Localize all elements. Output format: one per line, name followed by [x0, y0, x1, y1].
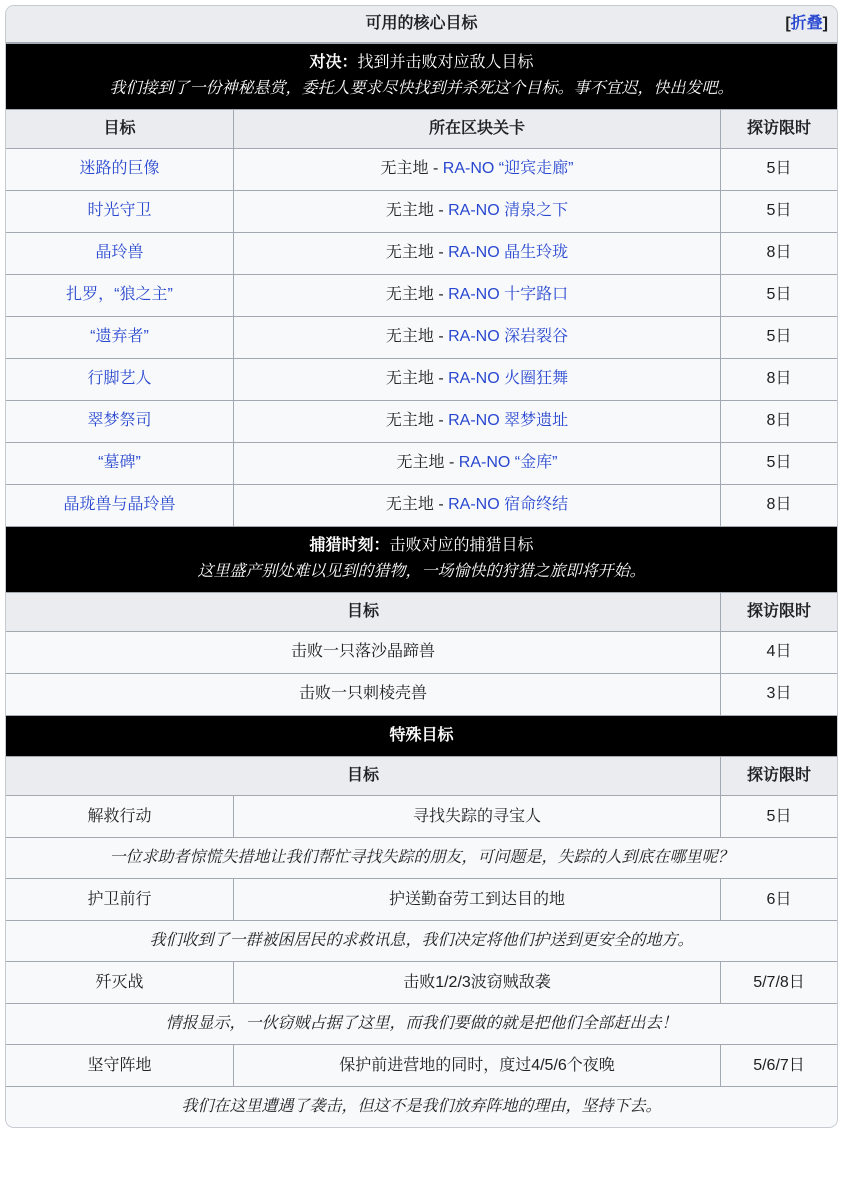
location-prefix: 无主地 - — [385, 202, 449, 220]
location-link[interactable]: RA-NO 宿命终结 — [448, 496, 569, 514]
table-row — [6, 233, 838, 275]
table-row — [6, 962, 838, 1004]
location-prefix: 无主地 - — [385, 328, 449, 346]
location-link[interactable]: RA-NO 十字路口 — [448, 286, 569, 304]
collapse-toggle[interactable] — [785, 13, 828, 35]
col-limit: 探访限时 — [721, 593, 838, 632]
special-task-cell: 护送勤奋劳工到达目的地 — [234, 879, 721, 921]
panel-header — [6, 6, 837, 43]
location-prefix: 无主地 - — [385, 412, 449, 430]
table-row — [6, 796, 838, 838]
hunt-header-row — [6, 593, 838, 632]
location-prefix: 无主地 - — [380, 160, 443, 178]
duel-banner-text: 找到并击败对应敌人目标 — [357, 54, 534, 71]
limit-cell: 5日 — [721, 149, 838, 191]
hunt-target-cell: 击败一只刺棱壳兽 — [6, 674, 721, 716]
panel-title: 可用的核心目标 — [365, 15, 478, 32]
special-task-cell: 保护前进营地的同时，度过4/5/6个夜晚 — [234, 1045, 721, 1087]
col-target: 目标 — [6, 110, 234, 149]
limit-cell: 5日 — [721, 191, 838, 233]
location-link[interactable]: RA-NO 深岩裂谷 — [448, 328, 569, 346]
table-row — [6, 485, 838, 527]
limit-cell: 4日 — [721, 632, 838, 674]
location-link[interactable]: RA-NO 清泉之下 — [448, 202, 569, 220]
limit-cell: 8日 — [721, 233, 838, 275]
special-desc: 我们收到了一群被困居民的求救讯息，我们决定将他们护送到更安全的地方。 — [6, 921, 838, 962]
col-target: 目标 — [6, 593, 721, 632]
collapse-open-bracket: [ — [785, 15, 791, 32]
special-desc: 一位求助者惊慌失措地让我们帮忙寻找失踪的朋友，可问题是，失踪的人到底在哪里呢？ — [6, 838, 838, 879]
target-link[interactable]: 时光守卫 — [87, 202, 152, 220]
description-row — [6, 838, 838, 879]
hunt-banner-text: 击败对应的捕猎目标 — [389, 537, 534, 554]
duel-banner-title — [14, 51, 830, 75]
location-prefix: 无主地 - — [396, 454, 459, 472]
target-link[interactable]: 行脚艺人 — [87, 370, 152, 388]
special-name-cell: 解救行动 — [6, 796, 234, 838]
table-row — [6, 401, 838, 443]
special-name-cell: 歼灭战 — [6, 962, 234, 1004]
target-link[interactable]: 扎罗，“狼之主” — [66, 286, 173, 304]
limit-cell: 5日 — [721, 796, 838, 838]
limit-cell: 5日 — [721, 275, 838, 317]
col-limit: 探访限时 — [721, 757, 838, 796]
table-row — [6, 1045, 838, 1087]
duel-banner-label: 对决： — [309, 54, 358, 71]
limit-cell: 8日 — [721, 401, 838, 443]
limit-cell: 8日 — [721, 485, 838, 527]
location-prefix: 无主地 - — [385, 286, 449, 304]
table-row — [6, 359, 838, 401]
objectives-table — [5, 43, 838, 1128]
table-row — [6, 191, 838, 233]
special-desc: 情报显示，一伙窃贼占据了这里，而我们要做的就是把他们全部赶出去！ — [6, 1004, 838, 1045]
duel-header-row — [6, 110, 838, 149]
limit-cell: 5日 — [721, 317, 838, 359]
location-prefix: 无主地 - — [385, 496, 449, 514]
col-location: 所在区块关卡 — [234, 110, 721, 149]
limit-cell: 5/7/8日 — [721, 962, 838, 1004]
target-link[interactable]: 翠梦祭司 — [87, 412, 152, 430]
table-row — [6, 879, 838, 921]
special-name-cell: 护卫前行 — [6, 879, 234, 921]
location-prefix: 无主地 - — [385, 244, 449, 262]
table-row — [6, 443, 838, 485]
location-link[interactable]: RA-NO 翠梦遗址 — [448, 412, 569, 430]
special-banner-label: 特殊目标 — [6, 716, 838, 757]
special-desc: 我们在这里遭遇了袭击，但这不是我们放弃阵地的理由，坚持下去。 — [6, 1087, 838, 1128]
special-task-cell: 寻找失踪的寻宝人 — [234, 796, 721, 838]
table-row — [6, 674, 838, 716]
collapse-link[interactable]: 折叠 — [790, 15, 823, 32]
description-row — [6, 921, 838, 962]
special-banner — [6, 716, 838, 757]
hunt-banner-title — [14, 534, 830, 558]
location-link[interactable]: RA-NO 火圈狂舞 — [448, 370, 569, 388]
description-row — [6, 1087, 838, 1128]
collapse-close-bracket: ] — [822, 15, 828, 32]
description-row — [6, 1004, 838, 1045]
table-row — [6, 317, 838, 359]
hunt-banner-label: 捕猎时刻： — [309, 537, 390, 554]
duel-banner-desc: 我们接到了一份神秘悬赏，委托人要求尽快找到并杀死这个目标。事不宜迟，快出发吧。 — [109, 80, 734, 97]
limit-cell: 3日 — [721, 674, 838, 716]
target-link[interactable]: “遗弃者” — [90, 328, 149, 346]
location-prefix: 无主地 - — [385, 370, 449, 388]
special-task-cell: 击败1/2/3波窃贼敌袭 — [234, 962, 721, 1004]
table-row — [6, 149, 838, 191]
limit-cell: 6日 — [721, 879, 838, 921]
special-name-cell: 坚守阵地 — [6, 1045, 234, 1087]
special-header-row — [6, 757, 838, 796]
col-target: 目标 — [6, 757, 721, 796]
hunt-banner-desc: 这里盛产别处难以见到的猎物，一场愉快的狩猎之旅即将开始。 — [197, 563, 646, 580]
target-link[interactable]: 迷路的巨像 — [79, 160, 160, 178]
location-link[interactable]: RA-NO “迎宾走廊” — [442, 160, 574, 178]
core-objectives-panel — [5, 5, 838, 1128]
hunt-target-cell: 击败一只落沙晶蹄兽 — [6, 632, 721, 674]
hunt-banner — [6, 527, 838, 593]
duel-banner — [6, 44, 838, 110]
table-row — [6, 275, 838, 317]
location-link[interactable]: RA-NO 晶生玲珑 — [448, 244, 569, 262]
limit-cell: 5/6/7日 — [721, 1045, 838, 1087]
target-link[interactable]: “墓碑” — [98, 454, 141, 472]
table-row — [6, 632, 838, 674]
target-link[interactable]: 晶珑兽与晶玲兽 — [63, 496, 176, 514]
limit-cell: 5日 — [721, 443, 838, 485]
col-limit: 探访限时 — [721, 110, 838, 149]
limit-cell: 8日 — [721, 359, 838, 401]
location-link[interactable]: RA-NO “金库” — [458, 454, 558, 472]
target-link[interactable]: 晶玲兽 — [95, 244, 144, 262]
